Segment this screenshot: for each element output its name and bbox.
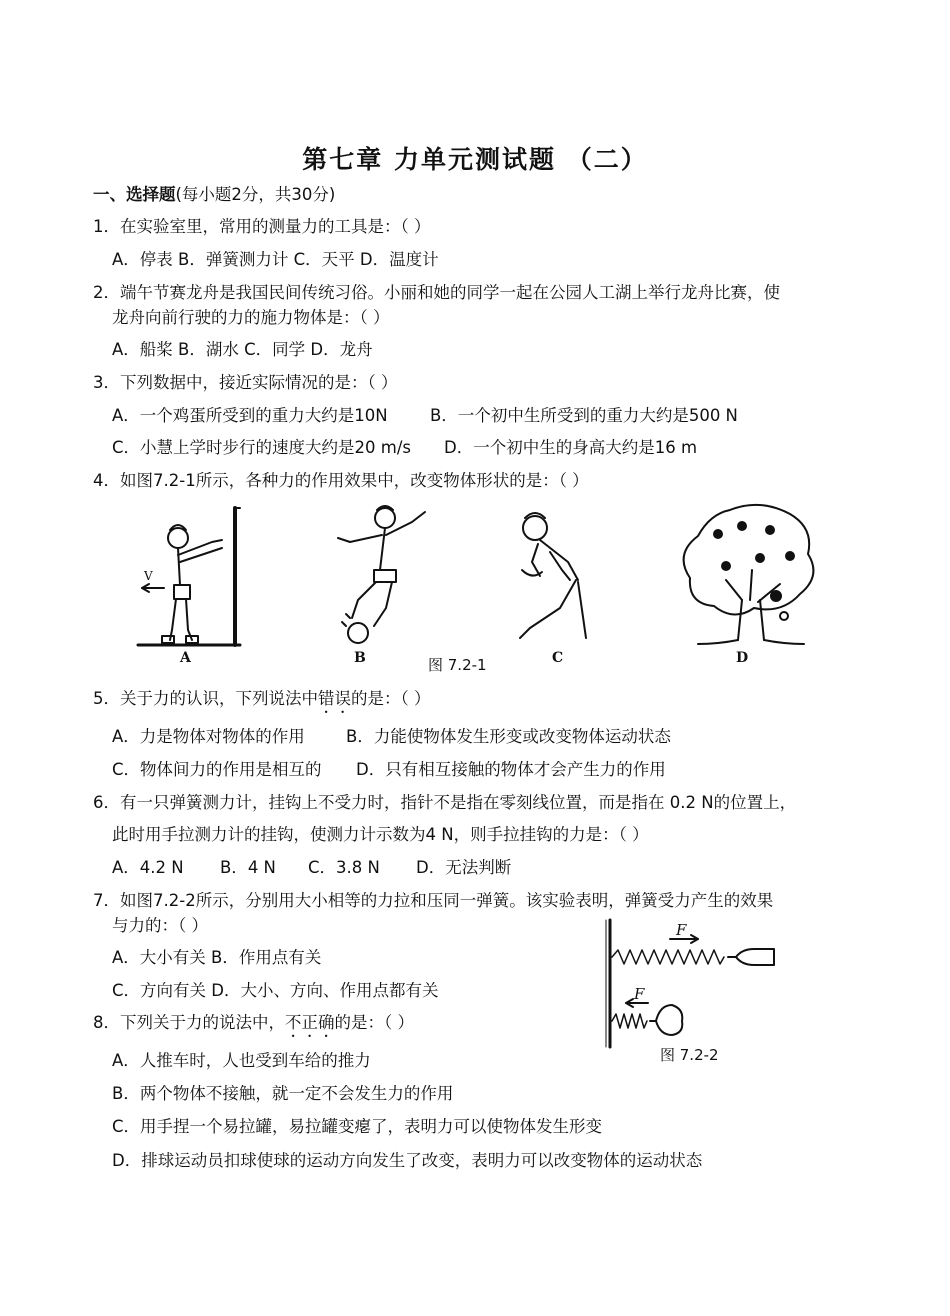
figure-b-kicking-ball (338, 506, 425, 643)
question-5-option-b: B．力能使物体发生形变或改变物体运动状态 (346, 727, 671, 746)
question-6-stem: 6．有一只弹簧测力计，挂钩上不受力时，指针不是指在零刻线位置，而是指在 0.2 N的位置上， (93, 793, 797, 812)
figure-7-2-2-force-bottom: F (634, 985, 645, 1003)
figure-7-2-1-caption: 图 7.2-1 (428, 656, 487, 674)
question-5-stem (93, 688, 431, 717)
question-2-options: A．船桨 B．湖水 C．同学 D．龙舟 (112, 340, 373, 359)
question-8-option-b: B．两个物体不接触，就一定不会发生力的作用 (112, 1084, 454, 1103)
figure-label-d: D (736, 650, 749, 666)
question-1-stem: 1．在实验室里，常用的测量力的工具是：（ ） (93, 217, 431, 236)
question-2-stem-cont: 龙舟向前行驶的力的施力物体是：（ ） (112, 308, 390, 327)
question-8-option-a: A．人推车时，人也受到车给的推力 (112, 1051, 371, 1070)
section-note: (每小题2分，共30分) (175, 185, 336, 204)
question-8-option-c: C．用手捏一个易拉罐，易拉罐变瘪了，表明力可以使物体发生形变 (112, 1117, 603, 1136)
question-5-option-a: A．力是物体对物体的作用 (112, 727, 305, 746)
question-5-stem-text: 5．关于力的认识，下列说法中 (93, 689, 318, 708)
question-1-options: A．停表 B．弹簧测力计 C．天平 D．温度计 (112, 250, 439, 269)
figure-label-a: A (180, 650, 191, 666)
figure-7-2-1 (130, 500, 820, 670)
question-6-option-b: B．4 N (220, 858, 276, 877)
question-5-emphasis: 错误 (318, 689, 351, 708)
figure-label-c: C (552, 650, 564, 666)
figure-a-person-pushing-wall (138, 508, 240, 645)
figure-7-2-2-caption: 图 7.2-2 (660, 1046, 719, 1064)
question-8-stem (93, 1012, 414, 1041)
question-5-stem-tail: 的是：（ ） (351, 689, 431, 708)
question-8-stem-tail: 的是：（ ） (334, 1013, 414, 1032)
question-6-option-c: C．3.8 N (308, 858, 380, 877)
figure-d-apple-tree (684, 505, 814, 644)
question-7-options-row-1: A．大小有关 B．作用点有关 (112, 948, 322, 967)
question-5-option-c: C．物体间力的作用是相互的 (112, 760, 322, 779)
question-6-stem-cont: 此时用手拉测力计的挂钩，使测力计示数为4 N，则手拉挂钩的力是：（ ） (112, 825, 649, 844)
question-8-stem-text: 8．下列关于力的说法中， (93, 1013, 285, 1032)
question-4-stem: 4．如图7.2-1所示，各种力的作用效果中，改变物体形状的是：（ ） (93, 471, 589, 490)
question-7-stem-cont: 与力的：（ ） (112, 916, 208, 935)
section-heading: 一、选择题 (93, 185, 176, 204)
question-6-option-d: D．无法判断 (416, 858, 512, 877)
figure-label-b: B (354, 650, 366, 666)
section-heading-row (93, 184, 335, 206)
question-7-options-row-2: C．方向有关 D．大小、方向、作用点都有关 (112, 981, 439, 1000)
page-title: 第七章 力单元测试题 （二） (302, 145, 648, 174)
figure-7-2-2 (600, 915, 790, 1050)
question-7-stem: 7．如图7.2-2所示，分别用大小相等的力拉和压同一弹簧。该实验表明，弹簧受力产生的效果 (93, 891, 774, 910)
question-8-option-d: D．排球运动员扣球使球的运动方向发生了改变，表明力可以改变物体的运动状态 (112, 1151, 703, 1170)
question-3-stem: 3．下列数据中，接近实际情况的是：（ ） (93, 373, 398, 392)
question-6-option-a: A．4.2 N (112, 858, 184, 877)
question-2-stem: 2．端午节赛龙舟是我国民间传统习俗。小丽和她的同学一起在公园人工湖上举行龙舟比赛，使 (93, 283, 780, 302)
figure-c-person-bending (520, 513, 586, 638)
figure-a-velocity-label: V (144, 569, 153, 583)
question-3-option-a: A．一个鸡蛋所受到的重力大约是10N (112, 406, 388, 425)
question-5-option-d: D．只有相互接触的物体才会产生力的作用 (356, 760, 666, 779)
question-3-option-c: C．小慧上学时步行的速度大约是20 m/s (112, 438, 411, 457)
question-3-option-d: D．一个初中生的身高大约是16 m (444, 438, 698, 457)
question-8-emphasis: 不正确 (285, 1013, 335, 1032)
figure-7-2-2-force-top: F (676, 921, 687, 939)
question-3-option-b: B．一个初中生所受到的重力大约是500 N (430, 406, 738, 425)
